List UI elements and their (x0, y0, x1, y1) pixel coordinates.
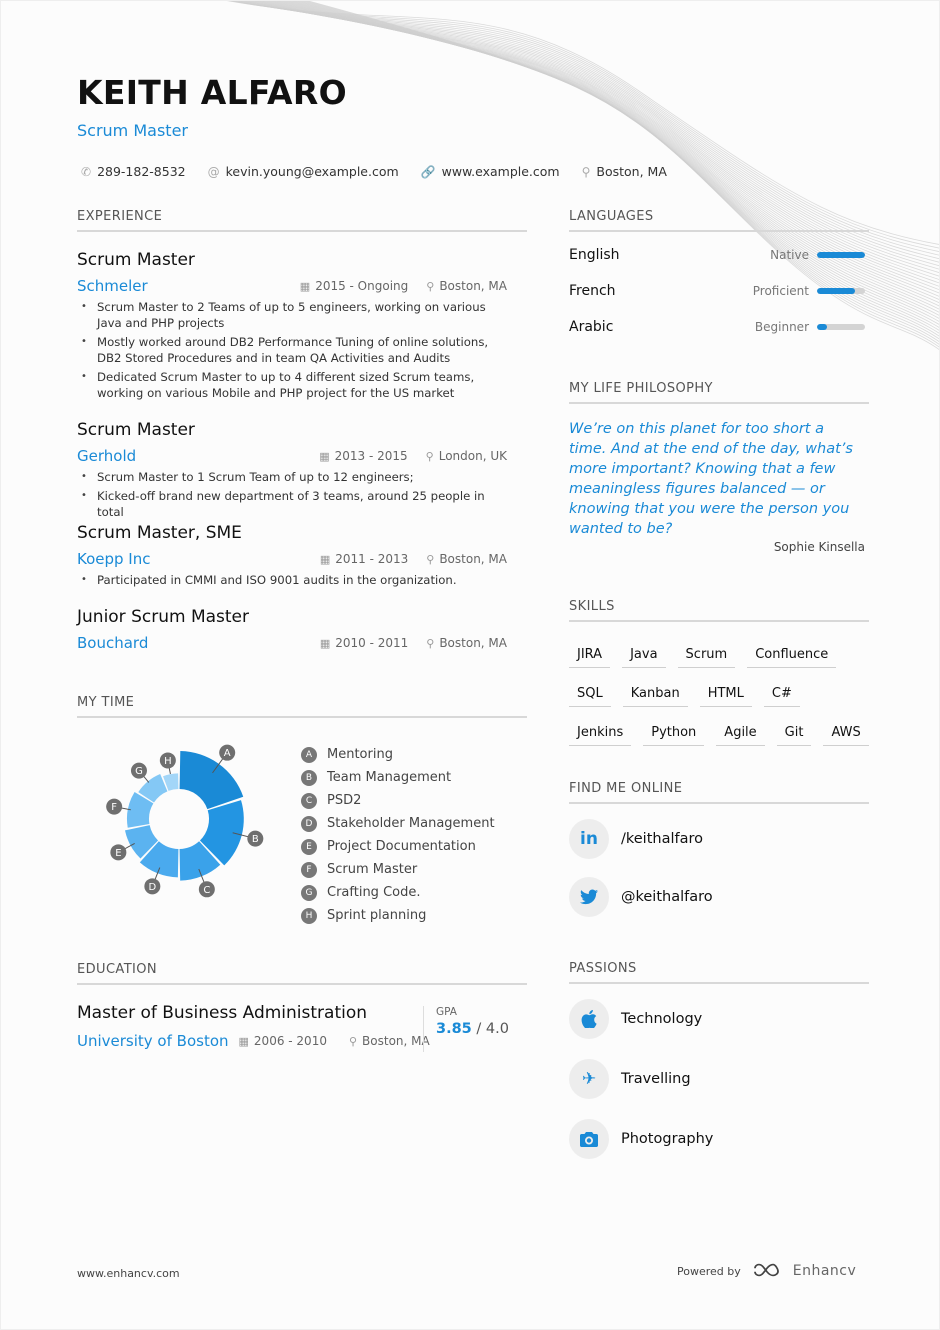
wave-line (219, 1, 939, 285)
skill-tag: Java (622, 643, 665, 668)
legend-item (301, 904, 495, 927)
donut-label-text: D (148, 881, 157, 893)
contact-bar (81, 164, 667, 179)
donut-slice (180, 751, 244, 809)
donut-label-text: C (203, 884, 211, 896)
legend-badge: C (301, 793, 317, 809)
language-row (569, 283, 865, 299)
legend-item (301, 881, 495, 904)
legend-badge: A (301, 747, 317, 763)
powered-by-label: Powered by (677, 1264, 741, 1278)
online-handle: /keithalfaro (621, 831, 704, 847)
job-entry (77, 607, 507, 652)
wave-line (219, 1, 939, 276)
legend-badge: G (301, 885, 317, 901)
legend-label: PSD2 (327, 793, 362, 808)
education-dates: ▦ 2006 - 2010 (238, 1034, 327, 1048)
calendar-icon: ▦ (299, 279, 311, 293)
job-location: ⚲ Boston, MA (426, 552, 507, 566)
twitter-icon (569, 877, 609, 917)
skill-tag: Agile (716, 721, 764, 746)
skill-tag: HTML (700, 682, 752, 707)
my-time-legend (301, 743, 495, 927)
job-bullet: • Scrum Master to 2 Teams of up to 5 engineers, working on various Java and PHP projects (77, 299, 507, 331)
gpa-value: 3.85 / 4.0 (436, 1021, 509, 1037)
skill-tag: AWS (823, 721, 868, 746)
location-pin-icon: ⚲ (426, 552, 435, 566)
language-row (569, 247, 865, 263)
footer-site[interactable]: www.enhancv.com (77, 1267, 180, 1280)
calendar-icon: ▦ (238, 1034, 249, 1048)
legend-badge: F (301, 862, 317, 878)
language-level-bar (817, 252, 865, 258)
skill-tag: SQL (569, 682, 611, 707)
donut-label-text: H (164, 755, 172, 767)
legend-label: Mentoring (327, 747, 393, 762)
phone-icon: ✆ (81, 164, 92, 179)
linkedin-icon: in (569, 819, 609, 859)
legend-badge: D (301, 816, 317, 832)
skill-tag: Jenkins (569, 721, 631, 746)
company-name: Koepp Inc (77, 550, 151, 568)
skill-tag: Kanban (623, 682, 688, 707)
calendar-icon: ▦ (319, 552, 331, 566)
job-title: Scrum Master (77, 420, 195, 440)
donut-label-text: B (251, 834, 259, 846)
job-dates: ▦ 2011 - 2013 (319, 552, 409, 566)
education-school: University of Boston (77, 1032, 229, 1050)
apple-icon (569, 999, 609, 1039)
online-linkedin[interactable] (569, 819, 703, 859)
link-icon: 🔗 (420, 164, 436, 179)
online-handle: @keithalfaro (621, 889, 713, 905)
language-level-fill (817, 324, 827, 330)
job-title: Junior Scrum Master (77, 607, 250, 627)
job-location: ⚲ Boston, MA (426, 279, 507, 293)
footer-powered (677, 1263, 856, 1279)
plane-icon: ✈ (569, 1059, 609, 1099)
legend-item (301, 789, 495, 812)
legend-badge: E (301, 839, 317, 855)
language-level-fill (817, 288, 855, 294)
quote-author: Sophie Kinsella (773, 540, 865, 554)
company-name: Bouchard (77, 634, 149, 652)
location-pin-icon: ⚲ (426, 279, 435, 293)
contact-phone[interactable]: ✆ 289-182-8532 (81, 164, 186, 179)
location-pin-icon: ⚲ (581, 164, 591, 179)
at-icon: @ (207, 164, 220, 179)
job-bullet: • Scrum Master to 1 Scrum Team of up to 12 engineers; (77, 469, 507, 485)
job-bullet: • Kicked-off brand new department of 3 teams, around 25 people in total (77, 488, 507, 520)
language-level: Native (770, 248, 809, 262)
job-entry (77, 523, 507, 591)
language-level: Proficient (752, 284, 809, 298)
legend-item (301, 812, 495, 835)
donut-label-text: F (111, 802, 118, 814)
skill-tag: Scrum (678, 643, 736, 668)
legend-item (301, 835, 495, 858)
my-time-donut-chart (81, 727, 281, 907)
enhancv-logo-icon (751, 1263, 783, 1279)
location-pin-icon: ⚲ (348, 1034, 358, 1048)
legend-item (301, 858, 495, 881)
job-bullet: • Participated in CMMI and ISO 9001 audits in the organization. (77, 572, 507, 588)
language-level-bar (817, 324, 865, 330)
section-title-skills: SKILLS (569, 599, 869, 622)
online-twitter[interactable] (569, 877, 713, 917)
language-row (569, 319, 865, 335)
legend-label: Sprint planning (327, 908, 427, 923)
language-name: Arabic (569, 319, 614, 335)
calendar-icon: ▦ (319, 449, 330, 463)
brand-name: Enhancv (792, 1263, 857, 1279)
language-name: English (569, 247, 620, 263)
passion-label: Photography (621, 1131, 714, 1147)
camera-glyph (580, 1132, 598, 1147)
job-bullet: • Dedicated Scrum Master to up to 4 different sized Scrum teams, working on various Mobile and PHP project for the US market (77, 369, 507, 401)
section-title-languages: LANGUAGES (569, 209, 869, 232)
calendar-icon: ▦ (319, 636, 331, 650)
job-dates: ▦ 2010 - 2011 (319, 636, 409, 650)
section-title-passions: PASSIONS (569, 961, 869, 984)
wave-line (219, 1, 939, 289)
passion-label: Travelling (621, 1071, 691, 1087)
legend-label: Team Management (327, 770, 452, 785)
wave-line (219, 1, 939, 280)
skill-tag: C# (764, 682, 800, 707)
passion-label: Technology (621, 1011, 703, 1027)
passion-item (569, 1059, 691, 1099)
donut-label-text: G (135, 766, 143, 778)
job-location: ⚲ Boston, MA (426, 636, 507, 650)
skill-tag: JIRA (569, 643, 610, 668)
legend-item (301, 766, 495, 789)
contact-email[interactable]: @ kevin.young@example.com (207, 164, 399, 179)
job-entry (77, 420, 507, 523)
language-level-bar (817, 288, 865, 294)
donut-label-text: E (115, 847, 122, 859)
passion-item (569, 1119, 713, 1159)
job-entry (77, 250, 507, 404)
philosophy-quote: We’re on this planet for too short a time. And at the end of the day, what’s more important? Knowing that a few meaningless figures balanced — or knowing that you were the person you wanted to be? (569, 421, 853, 537)
contact-location: ⚲ Boston, MA (581, 164, 667, 179)
donut-label-text: A (223, 748, 231, 760)
language-level: Beginner (754, 320, 809, 334)
job-title: Scrum Master, SME (77, 523, 242, 543)
section-title-find-online: FIND ME ONLINE (569, 781, 869, 804)
legend-label: Scrum Master (327, 862, 418, 877)
legend-badge: H (301, 908, 317, 924)
passion-item (569, 999, 702, 1039)
education-location: ⚲ Boston, MA (348, 1034, 430, 1048)
apple-glyph (581, 1010, 597, 1028)
language-name: French (569, 283, 616, 299)
section-title-experience: EXPERIENCE (77, 209, 527, 232)
candidate-role: Scrum Master (77, 121, 188, 140)
education-degree: Master of Business Administration (77, 1003, 368, 1023)
legend-label: Stakeholder Management (327, 816, 495, 831)
location-pin-icon: ⚲ (426, 636, 435, 650)
legend-label: Crafting Code. (327, 885, 421, 900)
company-name: Gerhold (77, 447, 137, 465)
skill-tag: Confluence (747, 643, 836, 668)
language-level-fill (817, 252, 865, 258)
job-dates: ▦ 2015 - Ongoing (299, 279, 409, 293)
job-location: ⚲ London, UK (425, 449, 507, 463)
skill-tag: Git (777, 721, 812, 746)
section-title-education: EDUCATION (77, 962, 527, 985)
location-pin-icon: ⚲ (425, 449, 434, 463)
job-title: Scrum Master (77, 250, 195, 270)
twitter-bird-glyph (580, 889, 598, 905)
job-bullet: • Mostly worked around DB2 Performance Tuning of online solutions, DB2 Stored Procedures and in team QA Activities and Audits (77, 334, 507, 366)
education-details (77, 1032, 430, 1050)
skill-tag: Python (643, 721, 704, 746)
camera-icon (569, 1119, 609, 1159)
job-dates: ▦ 2013 - 2015 (319, 449, 408, 463)
skills-list (569, 643, 869, 746)
gpa-box (423, 1006, 509, 1052)
candidate-name: KEITH ALFARO (77, 73, 347, 112)
contact-website[interactable]: 🔗 www.example.com (420, 164, 560, 179)
legend-badge: B (301, 770, 317, 786)
section-title-philosophy: MY LIFE PHILOSOPHY (569, 381, 869, 404)
section-title-my-time: MY TIME (77, 695, 527, 718)
company-name: Schmeler (77, 277, 148, 295)
legend-label: Project Documentation (327, 839, 476, 854)
gpa-label: GPA (436, 1006, 457, 1018)
legend-item (301, 743, 495, 766)
